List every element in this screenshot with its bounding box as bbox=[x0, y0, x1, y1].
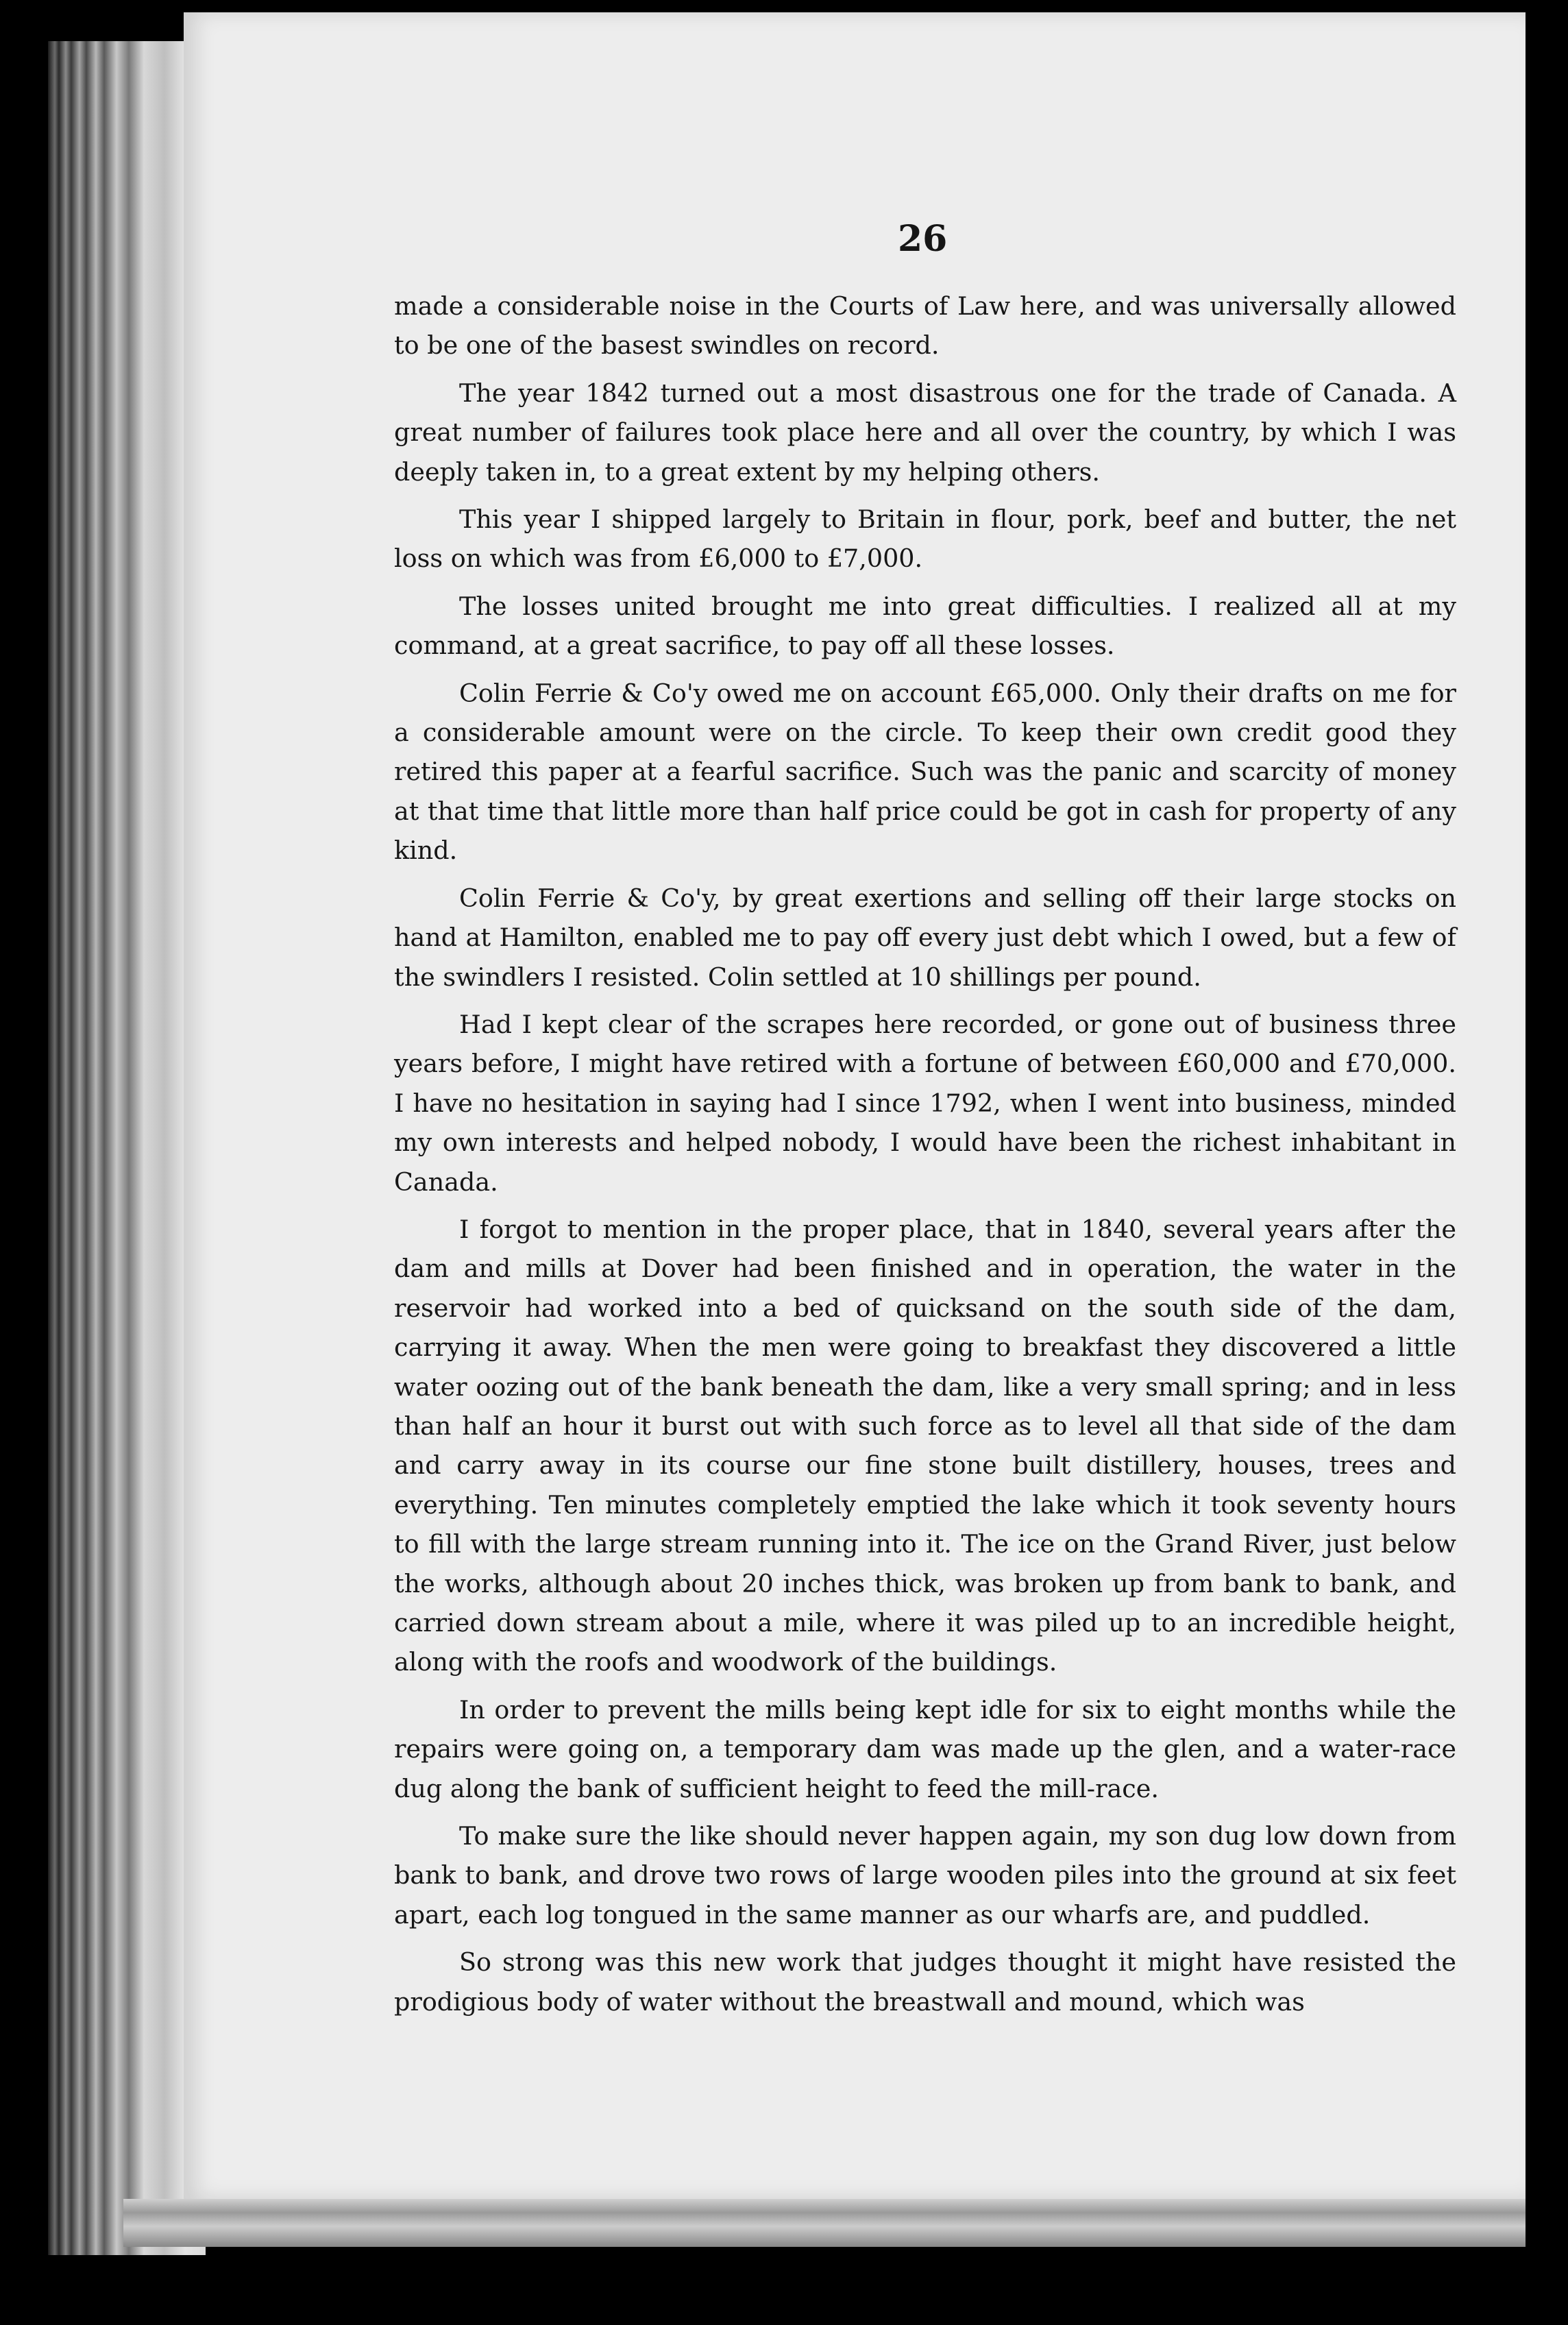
paragraph-9: In order to prevent the mills being kept idle for six to eight months while the repairs were going on, a temporary dam was made up the glen, and a water-race dug along the bank of sufficient height to feed the mill-race. bbox=[394, 1694, 1456, 1803]
paragraph-4: The losses united brought me into great difficulties. I realized all at my command, at a great sacrifice, to pay off all these losses. bbox=[394, 591, 1456, 661]
book-page-edges bbox=[48, 41, 206, 2255]
paragraph-6: Colin Ferrie & Co'y, by great exertions and selling off their large stocks on hand at Hamilton, enabled me to pay off every just debt which I owed, but a few of the swindlers I resisted. Colin settled at 10 shillings per pound. bbox=[394, 883, 1456, 992]
paragraph-5: Colin Ferrie & Co'y owed me on account £65,000. Only their drafts on me for a considerable amount were on the circle. To keep their own credit good they retired this paper at a fearful sacrifice. Such was the panic and scarcity of money at that time that little more than half price could be got in cash for property of any kind. bbox=[394, 678, 1456, 866]
paragraph-1: made a considerable noise in the Courts of Law here, and was universally allowed to be one of the basest swindles on record. bbox=[394, 291, 1456, 361]
book-bottom-edge bbox=[123, 2199, 1526, 2247]
paragraph-2: The year 1842 turned out a most disastrous one for the trade of Canada. A great number of failures took place here and all over the country, by which I was deeply taken in, to a great extent by my helping others. bbox=[394, 378, 1456, 487]
page-body-text bbox=[394, 287, 1456, 2030]
paragraph-3: This year I shipped largely to Britain in flour, pork, beef and butter, the net loss on which was from £6,000 to £7,000. bbox=[394, 504, 1456, 574]
paragraph-8: I forgot to mention in the proper place, that in 1840, several years after the dam and mills at Dover had been finished and in operation, the water in the reservoir had worked into a bed of quicksand on the south side of the dam, carrying it away. When the men were going to breakfast they discovered a little water oozing out of the bank beneath the dam, like a very small spring; and in less than half an hour it burst out with such force as to level all that side of the dam and carry away in its course our fine stone built distillery, houses, trees and everything. Ten minutes completely emptied the lake which it took seventy hours to fill with the large stream running into it. The ice on the Grand River, just below the works, although about 20 inches thick, was broken up from bank to bank, and carried down stream about a mile, where it was piled up to an incredible height, along with the roofs and woodwork of the buildings. bbox=[394, 1214, 1456, 1677]
paragraph-10: To make sure the like should never happen again, my son dug low down from bank to bank, and drove two rows of large wooden piles into the ground at six feet apart, each log tongued in the same manner as our wharfs are, and puddled. bbox=[394, 1821, 1456, 1930]
paragraph-7: Had I kept clear of the scrapes here recorded, or gone out of business three years before, I might have retired with a fortune of between £60,000 and £70,000. I have no hesitation in saying had I since 1792, when I went into business, minded my own interests and helped nobody, I would have been the richest inhabitant in Canada. bbox=[394, 1009, 1456, 1197]
page-number: 26 bbox=[898, 218, 948, 260]
paragraph-11: So strong was this new work that judges thought it might have resisted the prodigious body of water without the breastwall and mound, which was bbox=[394, 1947, 1456, 2017]
